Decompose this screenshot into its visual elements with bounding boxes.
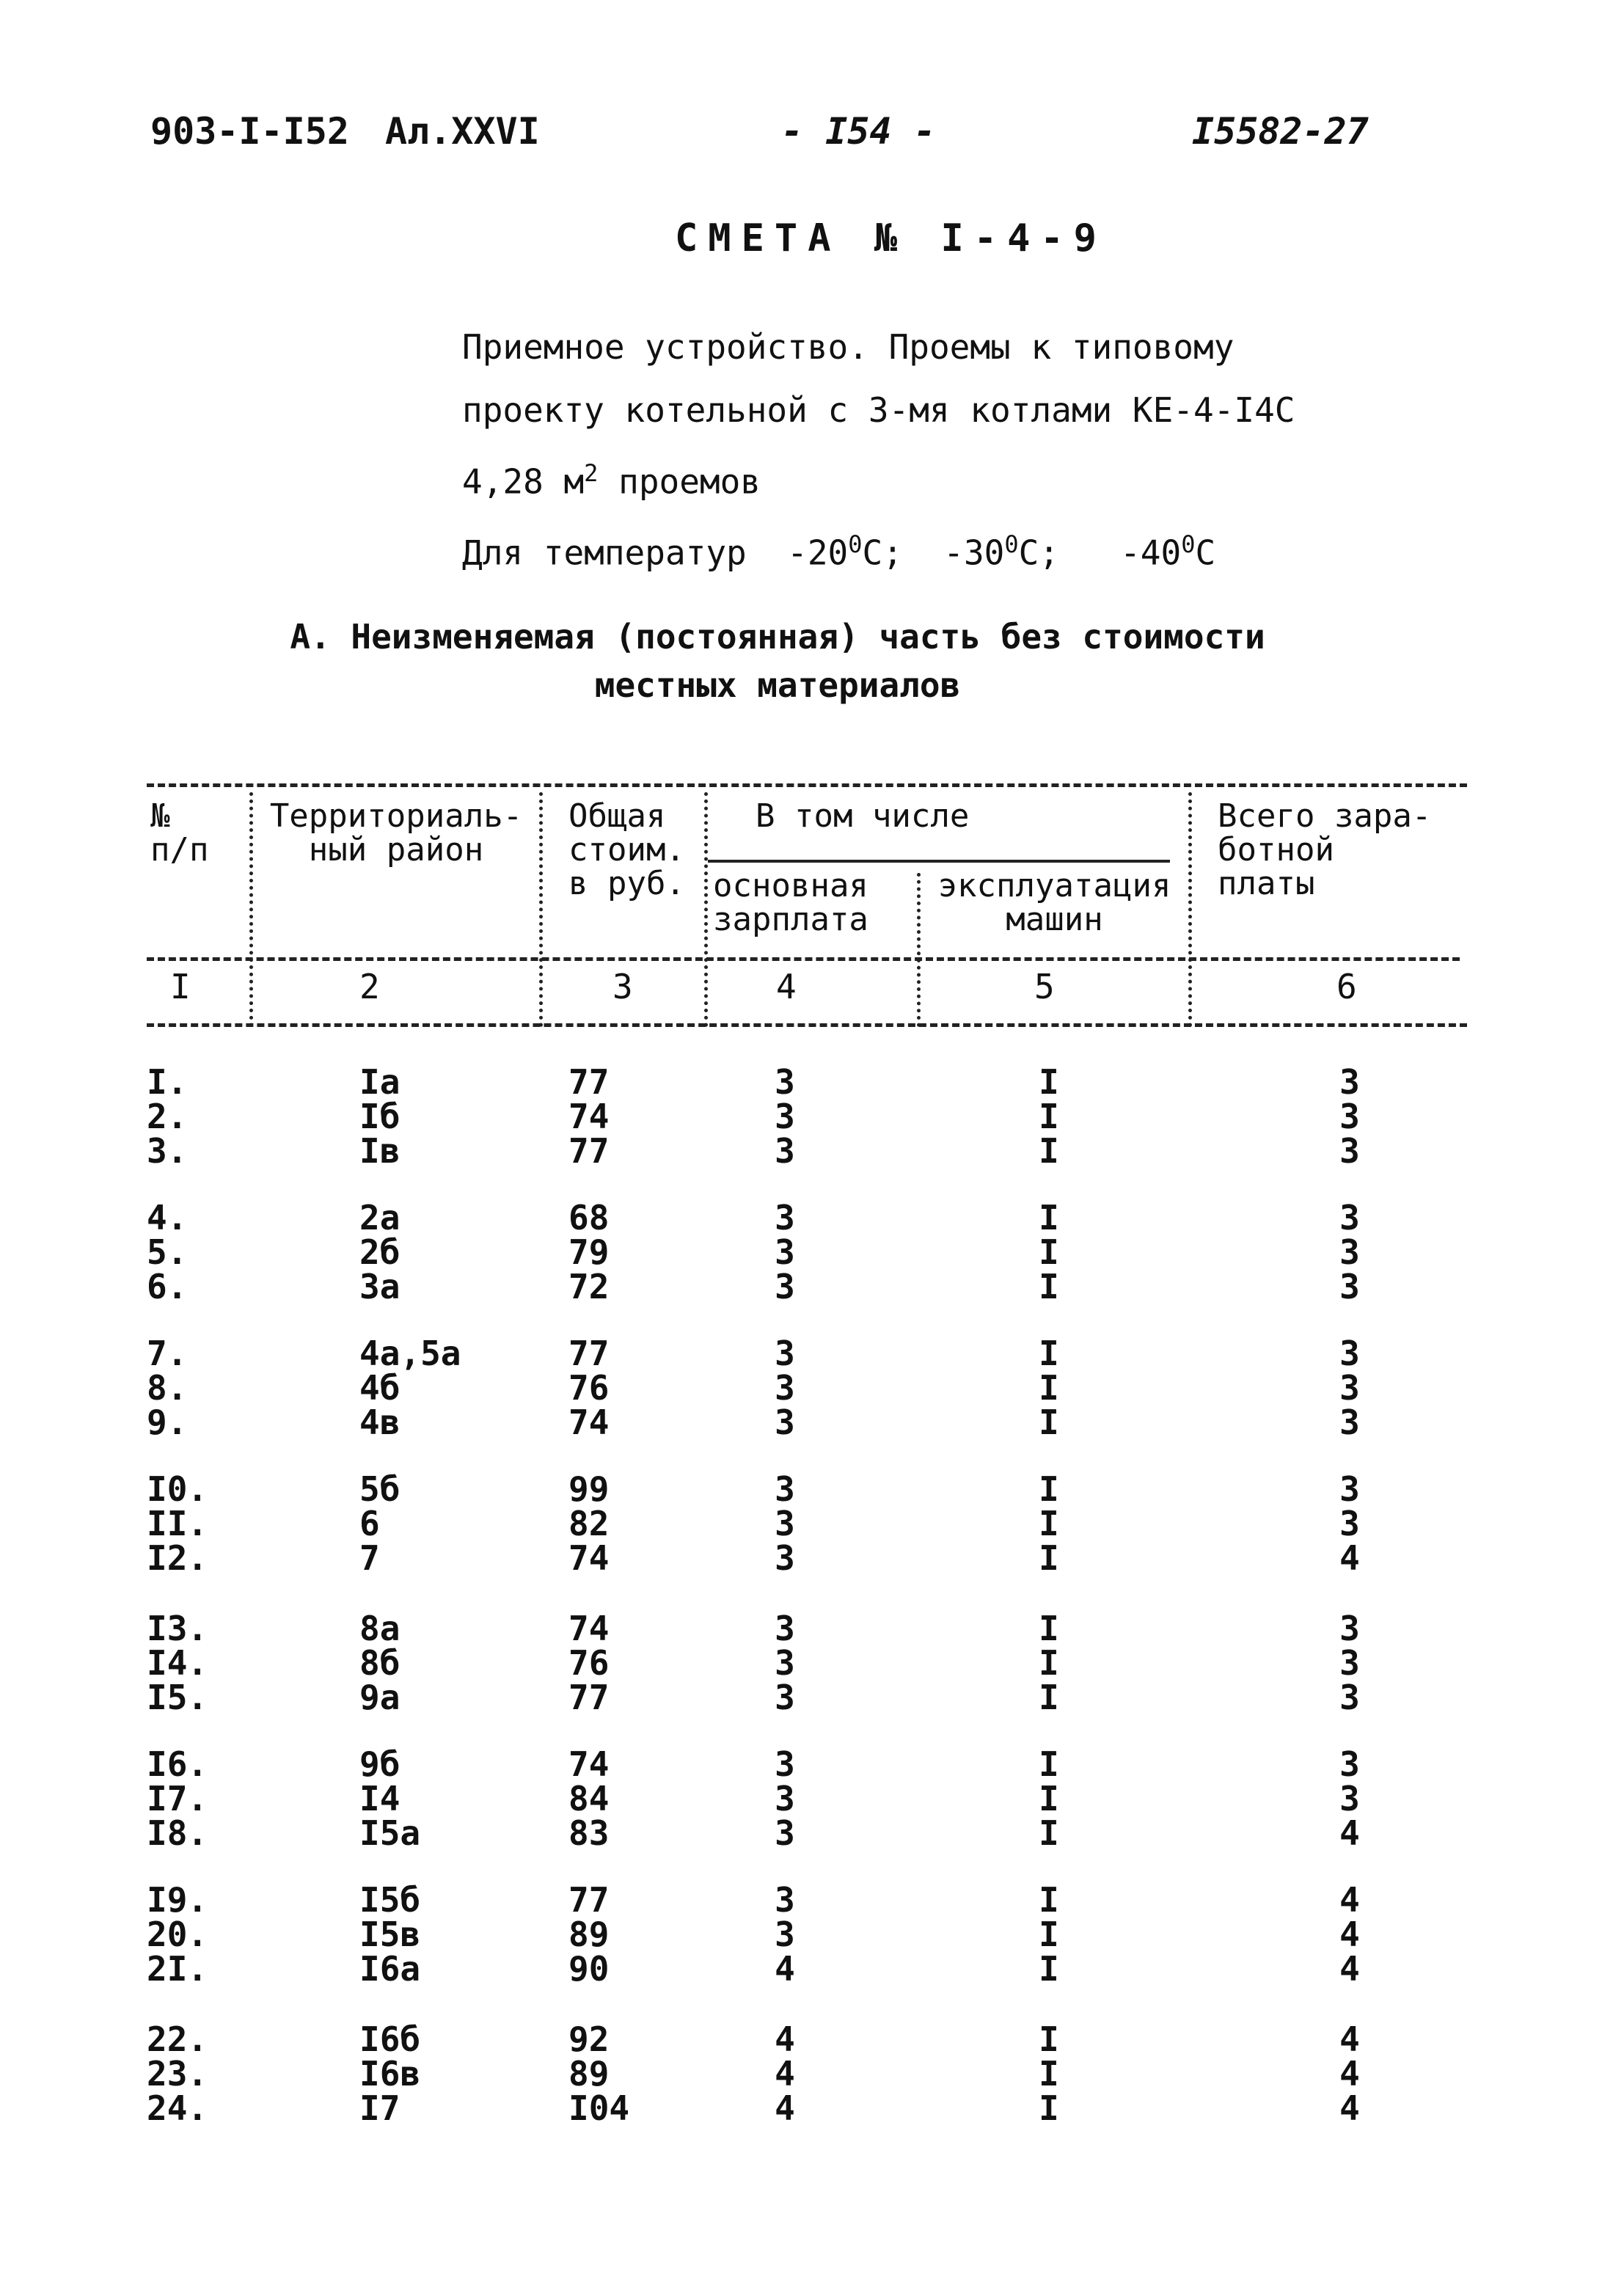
row-region: 6	[359, 1504, 380, 1543]
row-number: 4.	[147, 1198, 188, 1237]
header-col-total-wages: Всего зара- ботной платы	[1218, 797, 1432, 902]
row-region: 5б	[359, 1469, 400, 1509]
row-number: I7.	[147, 1779, 208, 1818]
estimate-title: СМЕТА № I-4-9	[675, 216, 1107, 260]
column-number-1: I	[170, 967, 191, 1006]
row-machine-operation: I	[1039, 1403, 1059, 1442]
row-number: 9.	[147, 1403, 188, 1442]
row-number: 2.	[147, 1097, 188, 1136]
row-region: I4	[359, 1779, 400, 1818]
col-separator-1	[249, 792, 253, 1027]
row-number: 6.	[147, 1267, 188, 1306]
row-total-wages: 3	[1339, 1643, 1360, 1683]
description-block	[462, 315, 1295, 585]
header-col-number: № п/п	[150, 797, 209, 869]
row-machine-operation: I	[1039, 1334, 1059, 1373]
section-heading	[220, 613, 1335, 709]
row-total-wages: 4	[1339, 1949, 1360, 1989]
row-total-wages: 3	[1339, 1609, 1360, 1648]
row-total-wages: 3	[1339, 1198, 1360, 1237]
table-top-rule	[147, 783, 1467, 787]
row-basic-salary: 3	[775, 1609, 795, 1648]
row-basic-salary: 3	[775, 1062, 795, 1102]
group-underline	[708, 860, 1170, 863]
row-number: I.	[147, 1062, 188, 1102]
row-region: I6б	[359, 2019, 421, 2059]
row-total-wages: 3	[1339, 1232, 1360, 1272]
row-total-cost: 77	[568, 1880, 610, 1920]
section-heading-line-2: местных материалов	[594, 665, 961, 705]
row-total-cost: 89	[568, 2054, 610, 2094]
row-region: 3а	[359, 1267, 400, 1306]
header-col-basic-salary: основная зарплата	[713, 867, 868, 938]
row-machine-operation: I	[1039, 1744, 1059, 1784]
row-region: I6в	[359, 2054, 421, 2094]
description-temperatures: Для температур $-20^0С$; $-30^0С$; $-40^0С$	[462, 530, 1216, 573]
row-region: I5в	[359, 1915, 421, 1954]
inventory-number: I5582-27	[1192, 110, 1369, 153]
row-total-wages: 4	[1339, 2019, 1360, 2059]
row-basic-salary: 4	[775, 2019, 795, 2059]
row-basic-salary: 3	[775, 1232, 795, 1272]
col-separator-4	[917, 873, 921, 1027]
row-basic-salary: 4	[775, 1949, 795, 1989]
header-group-including: В том числе	[756, 797, 970, 835]
row-total-wages: 3	[1339, 1062, 1360, 1102]
header-middle-rule	[147, 957, 1460, 961]
row-total-wages: 4	[1339, 2088, 1360, 2128]
col-separator-5	[1188, 792, 1192, 1027]
row-total-cost: 77	[568, 1334, 610, 1373]
row-basic-salary: 3	[775, 1198, 795, 1237]
row-machine-operation: I	[1039, 1538, 1059, 1578]
row-region: I7	[359, 2088, 400, 2128]
description-line-1: Приемное устройство. Проемы к типовому	[462, 327, 1235, 367]
row-basic-salary: 3	[775, 1097, 795, 1136]
row-machine-operation: I	[1039, 1062, 1059, 1102]
row-number: I0.	[147, 1469, 208, 1509]
row-total-wages: 4	[1339, 1813, 1360, 1853]
row-machine-operation: I	[1039, 2019, 1059, 2059]
row-total-cost: 77	[568, 1678, 610, 1717]
row-total-cost: 84	[568, 1779, 610, 1818]
row-total-wages: 3	[1339, 1678, 1360, 1717]
document-code: 903-I-I52	[150, 110, 349, 153]
row-region: 9а	[359, 1678, 400, 1717]
column-number-3: 3	[612, 967, 633, 1006]
row-total-wages: 3	[1339, 1368, 1360, 1408]
row-machine-operation: I	[1039, 1880, 1059, 1920]
row-total-cost: 76	[568, 1368, 610, 1408]
row-number: 7.	[147, 1334, 188, 1373]
row-total-wages: 4	[1339, 1880, 1360, 1920]
row-number: 22.	[147, 2019, 208, 2059]
row-total-cost: 76	[568, 1643, 610, 1683]
section-heading-line-1: А. Неизменяемая (постоянная) часть без стоимости	[290, 617, 1265, 657]
row-total-cost: I04	[568, 2088, 630, 2128]
row-number: 23.	[147, 2054, 208, 2094]
row-total-wages: 3	[1339, 1403, 1360, 1442]
row-total-wages: 3	[1339, 1334, 1360, 1373]
row-total-cost: 92	[568, 2019, 610, 2059]
row-number: I2.	[147, 1538, 208, 1578]
row-machine-operation: I	[1039, 1469, 1059, 1509]
row-region: I5б	[359, 1880, 421, 1920]
row-basic-salary: 3	[775, 1538, 795, 1578]
row-region: 2б	[359, 1232, 400, 1272]
row-number: I5.	[147, 1678, 208, 1717]
row-number: 20.	[147, 1915, 208, 1954]
row-region: Iа	[359, 1062, 400, 1102]
row-region: Iб	[359, 1097, 400, 1136]
row-region: 8б	[359, 1643, 400, 1683]
row-number: 5.	[147, 1232, 188, 1272]
row-basic-salary: 3	[775, 1643, 795, 1683]
header-bottom-rule	[147, 1023, 1467, 1027]
row-total-cost: 74	[568, 1097, 610, 1136]
row-basic-salary: 3	[775, 1504, 795, 1543]
column-number-6: 6	[1336, 967, 1357, 1006]
row-number: I8.	[147, 1813, 208, 1853]
row-basic-salary: 3	[775, 1131, 795, 1171]
description-area: 4,28 $м^2$ проемов	[462, 459, 761, 502]
row-machine-operation: I	[1039, 1678, 1059, 1717]
row-total-wages: 3	[1339, 1469, 1360, 1509]
row-number: 24.	[147, 2088, 208, 2128]
row-number: II.	[147, 1504, 208, 1543]
row-total-cost: 77	[568, 1131, 610, 1171]
album-number: Ал.XXVI	[385, 110, 540, 153]
row-total-cost: 83	[568, 1813, 610, 1853]
row-region: 4а,5а	[359, 1334, 461, 1373]
row-machine-operation: I	[1039, 2088, 1059, 2128]
row-basic-salary: 3	[775, 1403, 795, 1442]
row-number: 3.	[147, 1131, 188, 1171]
row-machine-operation: I	[1039, 1131, 1059, 1171]
row-machine-operation: I	[1039, 1915, 1059, 1954]
row-basic-salary: 3	[775, 1368, 795, 1408]
row-machine-operation: I	[1039, 1643, 1059, 1683]
row-number: I9.	[147, 1880, 208, 1920]
row-region: I5а	[359, 1813, 421, 1853]
row-basic-salary: 3	[775, 1880, 795, 1920]
row-number: 8.	[147, 1368, 188, 1408]
row-total-wages: 3	[1339, 1779, 1360, 1818]
row-number: I4.	[147, 1643, 208, 1683]
row-basic-salary: 3	[775, 1915, 795, 1954]
row-total-cost: 82	[568, 1504, 610, 1543]
row-machine-operation: I	[1039, 1813, 1059, 1853]
row-total-wages: 3	[1339, 1267, 1360, 1306]
row-basic-salary: 3	[775, 1678, 795, 1717]
row-basic-salary: 3	[775, 1267, 795, 1306]
row-region: 4в	[359, 1403, 400, 1442]
row-region: 2а	[359, 1198, 400, 1237]
row-total-cost: 74	[568, 1744, 610, 1784]
row-total-cost: 72	[568, 1267, 610, 1306]
row-region: 7	[359, 1538, 380, 1578]
row-basic-salary: 4	[775, 2088, 795, 2128]
row-region: Iв	[359, 1131, 400, 1171]
row-basic-salary: 3	[775, 1813, 795, 1853]
row-machine-operation: I	[1039, 1232, 1059, 1272]
row-total-cost: 74	[568, 1609, 610, 1648]
row-region: 4б	[359, 1368, 400, 1408]
row-total-wages: 3	[1339, 1504, 1360, 1543]
row-total-cost: 89	[568, 1915, 610, 1954]
row-basic-salary: 3	[775, 1779, 795, 1818]
col-separator-3	[704, 792, 708, 1027]
column-number-4: 4	[776, 967, 797, 1006]
row-region: 9б	[359, 1744, 400, 1784]
row-total-cost: 68	[568, 1198, 610, 1237]
row-total-wages: 3	[1339, 1131, 1360, 1171]
row-number: I3.	[147, 1609, 208, 1648]
column-number-2: 2	[359, 967, 380, 1006]
row-machine-operation: I	[1039, 1368, 1059, 1408]
row-machine-operation: I	[1039, 1097, 1059, 1136]
row-region: 8а	[359, 1609, 400, 1648]
row-machine-operation: I	[1039, 2054, 1059, 2094]
row-basic-salary: 4	[775, 2054, 795, 2094]
page-number: - I54 -	[781, 110, 936, 153]
row-total-cost: 74	[568, 1538, 610, 1578]
row-machine-operation: I	[1039, 1504, 1059, 1543]
row-total-cost: 79	[568, 1232, 610, 1272]
row-machine-operation: I	[1039, 1949, 1059, 1989]
row-machine-operation: I	[1039, 1198, 1059, 1237]
row-total-cost: 99	[568, 1469, 610, 1509]
description-line-2: проекту котельной с 3-мя котлами КЕ-4-I4С	[462, 390, 1295, 430]
row-region: I6а	[359, 1949, 421, 1989]
header-col-machine-operation: эксплуатация машин	[937, 867, 1171, 938]
row-total-wages: 3	[1339, 1744, 1360, 1784]
row-basic-salary: 3	[775, 1334, 795, 1373]
header-col-total-cost: Общая стоим. в руб.	[568, 797, 685, 902]
row-basic-salary: 3	[775, 1469, 795, 1509]
row-machine-operation: I	[1039, 1267, 1059, 1306]
row-total-wages: 4	[1339, 1538, 1360, 1578]
row-number: I6.	[147, 1744, 208, 1784]
row-machine-operation: I	[1039, 1609, 1059, 1648]
col-separator-2	[539, 792, 543, 1027]
header-col-region: Территориаль- ный район	[269, 797, 523, 869]
row-total-wages: 4	[1339, 2054, 1360, 2094]
row-total-wages: 3	[1339, 1097, 1360, 1136]
row-machine-operation: I	[1039, 1779, 1059, 1818]
column-number-5: 5	[1034, 967, 1055, 1006]
row-basic-salary: 3	[775, 1744, 795, 1784]
row-total-cost: 74	[568, 1403, 610, 1442]
row-total-cost: 77	[568, 1062, 610, 1102]
row-total-wages: 4	[1339, 1915, 1360, 1954]
row-total-cost: 90	[568, 1949, 610, 1989]
row-number: 2I.	[147, 1949, 208, 1989]
